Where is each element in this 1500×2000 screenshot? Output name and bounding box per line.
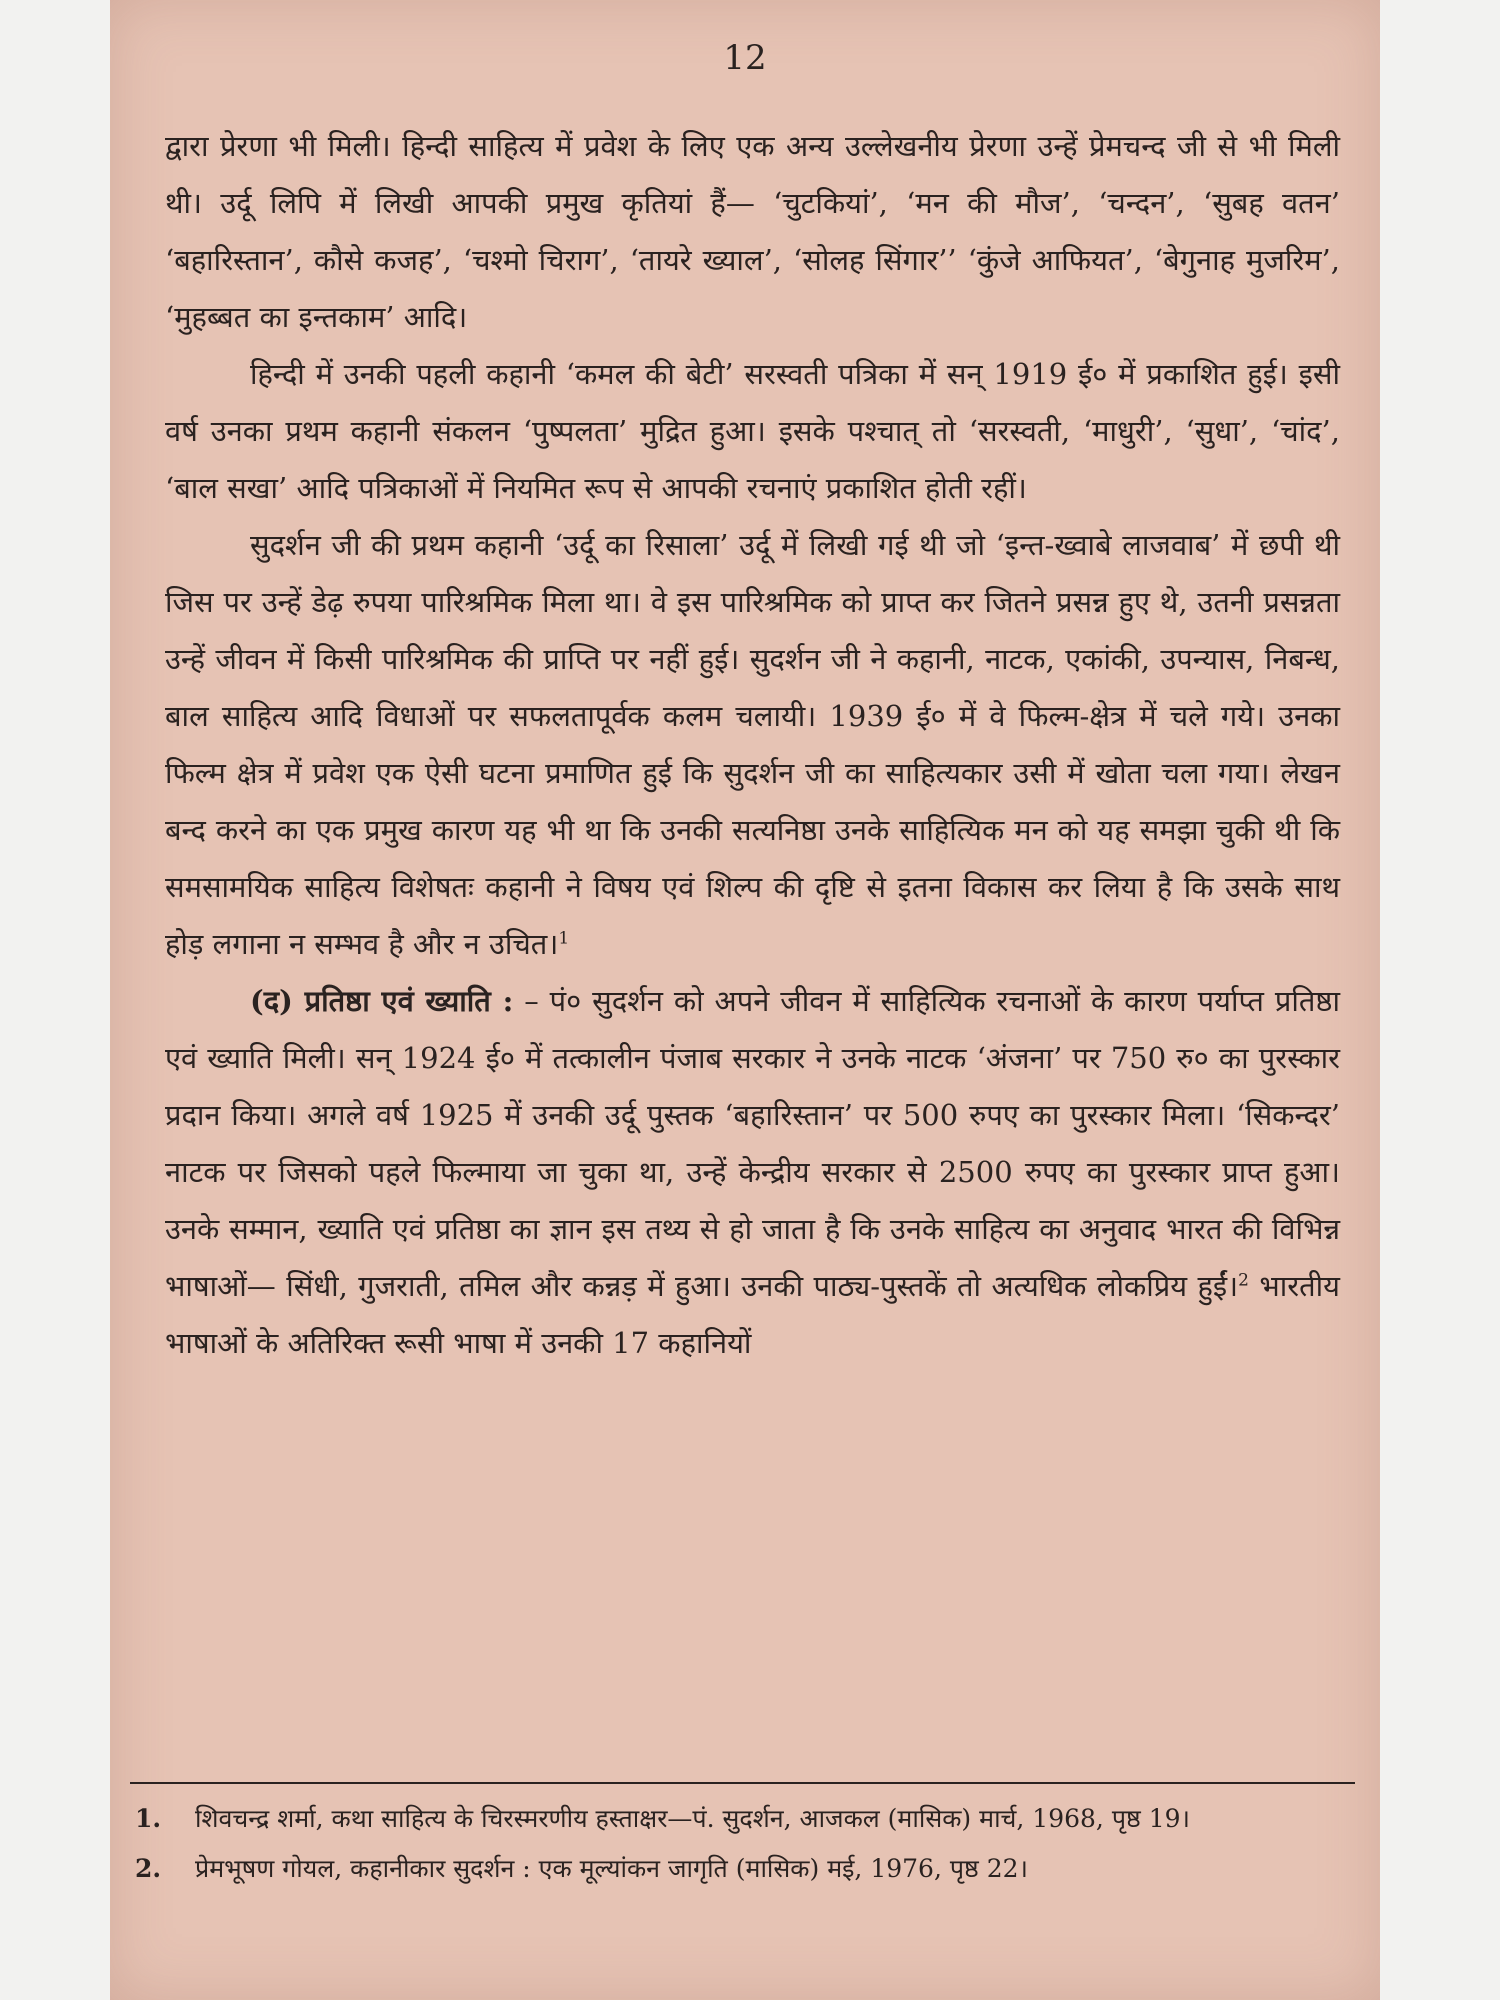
footnote-ref-1: 1 bbox=[558, 928, 570, 949]
paragraph-3 bbox=[165, 517, 1340, 973]
section-heading: (द) प्रतिष्ठा एवं ख्याति : bbox=[250, 984, 514, 1018]
footnote-divider bbox=[130, 1782, 1355, 1784]
section-text-part2: भारतीय भाषाओं के अतिरिक्त रूसी भाषा में उनकी 17 कहानियों bbox=[165, 1269, 1340, 1360]
footnote-2-text: प्रेमभूषण गोयल, कहानीकार सुदर्शन : एक मूल्यांकन जागृति (मासिक) मई, 1976, पृष्ठ 22। bbox=[195, 1854, 1028, 1883]
footnote-2-number: 2. bbox=[135, 1854, 162, 1883]
footnotes bbox=[135, 1798, 1355, 1898]
footnote-1-text: शिवचन्द्र शर्मा, कथा साहित्य के चिरस्मरणीय हस्ताक्षर—पं. सुदर्शन, आजकल (मासिक) मार्च, 1968, पृष्ठ 19। bbox=[195, 1804, 1190, 1833]
paragraph-3-text: सुदर्शन जी की प्रथम कहानी ‘उर्दू का रिसाला’ उर्दू में लिखी गई थी जो ‘इन्त-ख्वाबे लाजवाब’ में छपी थी जिस पर उन्हें डेढ़ रुपया पारिश्रमिक मिला था। वे इस पारिश्रमिक को प्राप्त कर जितने प्रसन्न हुए थे, उतनी प्रसन्नता उन्हें जीवन में किसी पारिश्रमिक की प्राप्ति पर नहीं हुई। सुदर्शन जी ने कहानी, नाटक, एकांकी, उपन्यास, निबन्ध, बाल साहित्य आदि विधाओं पर सफलतापूर्वक कलम चलायी। 1939 ई० में वे फिल्म-क्षेत्र में चले गये। उनका फिल्म क्षेत्र में प्रवेश एक ऐसी घटना प्रमाणित हुई कि सुदर्शन जी का साहित्यकार उसी में खोता चला गया। लेखन बन्द करने का एक प्रमुख कारण यह भी था कि उनकी सत्यनिष्ठा उनके साहित्यिक मन को यह समझा चुकी थी कि समसामयिक साहित्य विशेषतः कहानी ने विषय एवं शिल्प की दृष्टि से इतना विकास कर लिया है कि उसके साथ होड़ लगाना न सम्भव है और न उचित। bbox=[165, 528, 1340, 961]
page-number: 12 bbox=[723, 38, 767, 78]
footnote-2 bbox=[135, 1848, 1355, 1890]
footnote-1-number: 1. bbox=[135, 1804, 162, 1833]
section-text-part1: – पं० सुदर्शन को अपने जीवन में साहित्यिक रचनाओं के कारण पर्याप्त प्रतिष्ठा एवं ख्याति मिली। सन् 1924 ई० में तत्कालीन पंजाब सरकार ने उनके नाटक ‘अंजना’ पर 750 रु० का पुरस्कार प्रदान किया। अगले वर्ष 1925 में उनकी उर्दू पुस्तक ‘बहारिस्तान’ पर 500 रुपए का पुरस्कार मिला। ‘सिकन्दर’ नाटक पर जिसको पहले फिल्माया जा चुका था, उन्हें केन्द्रीय सरकार से 2500 रुपए का पुरस्कार प्राप्त हुआ। उनके सम्मान, ख्याति एवं प्रतिष्ठा का ज्ञान इस तथ्य से हो जाता है कि उनके साहित्य का अनुवाद भारत की विभिन्न भाषाओं— सिंधी, गुजराती, तमिल और कन्नड़ में हुआ। उनकी पाठ्य-पुस्तकें तो अत्यधिक लोकप्रिय हुईं। bbox=[165, 984, 1340, 1303]
book-page bbox=[110, 0, 1380, 2000]
footnote-ref-2: 2 bbox=[1238, 1270, 1249, 1291]
body-text bbox=[165, 118, 1340, 1372]
paragraph-1: द्वारा प्रेरणा भी मिली। हिन्दी साहित्य में प्रवेश के लिए एक अन्य उल्लेखनीय प्रेरणा उन्हें प्रेमचन्द जी से भी मिली थी। उर्दू लिपि में लिखी आपकी प्रमुख कृतियां हैं— ‘चुटकियां’, ‘मन की मौज’, ‘चन्दन’, ‘सुबह वतन’ ‘बहारिस्तान’, कौसे कजह’, ‘चश्मो चिराग’, ‘तायरे ख्याल’, ‘सोलह सिंगार’’ ‘कुंजे आफियत’, ‘बेगुनाह मुजरिम’, ‘मुहब्बत का इन्तकाम’ आदि। bbox=[165, 129, 1340, 334]
footnote-1 bbox=[135, 1798, 1355, 1840]
paragraph-2: हिन्दी में उनकी पहली कहानी ‘कमल की बेटी’ सरस्वती पत्रिका में सन् 1919 ई० में प्रकाशित हुई। इसी वर्ष उनका प्रथम कहानी संकलन ‘पुष्पलता’ मुद्रित हुआ। इसके पश्चात् तो ‘सरस्वती, ‘माधुरी’, ‘सुधा’, ‘चांद’, ‘बाल सखा’ आदि पत्रिकाओं में नियमित रूप से आपकी रचनाएं प्रकाशित होती रहीं। bbox=[165, 357, 1340, 505]
section-paragraph bbox=[165, 973, 1340, 1372]
